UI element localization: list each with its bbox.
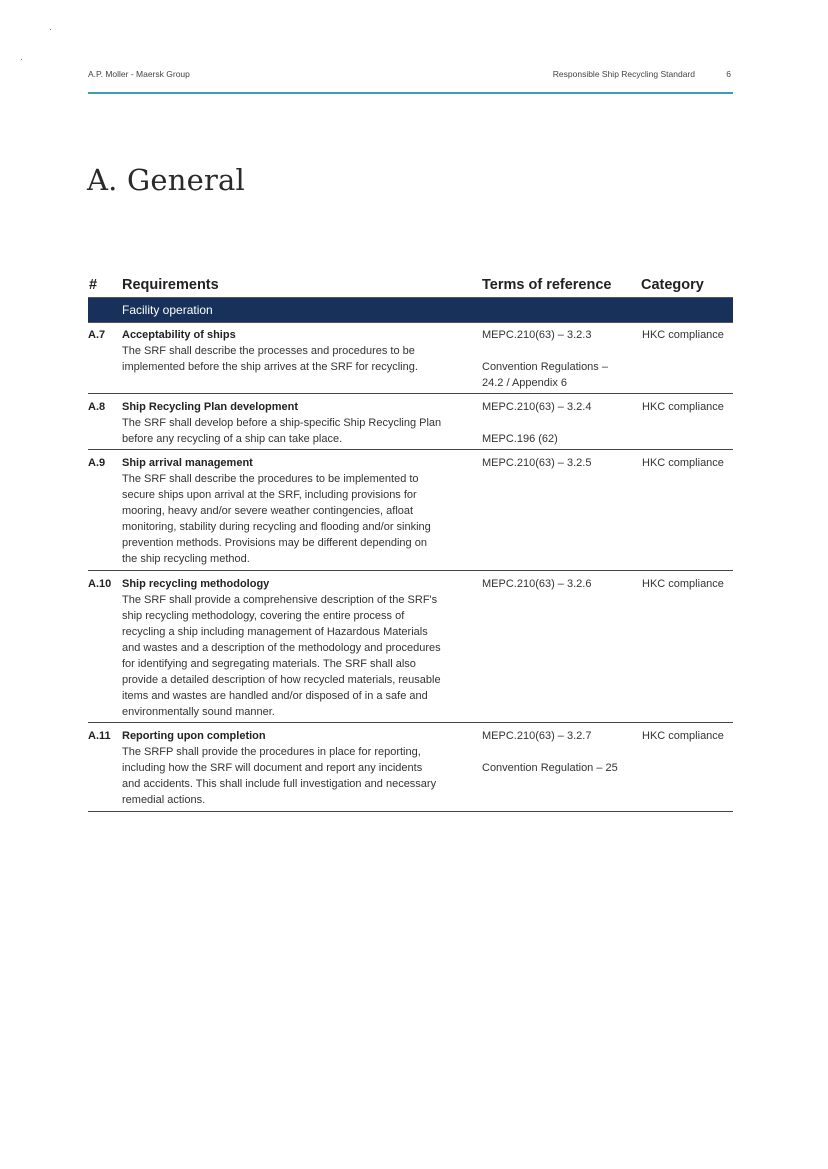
row-description: The SRF shall develop before a ship-specific Ship Recycling Plan before any recycling of a ship can take place. xyxy=(122,417,442,445)
row-title: Ship arrival management xyxy=(122,457,253,469)
column-header-terms: Terms of reference xyxy=(482,277,612,293)
header-page-number: 6 xyxy=(726,69,731,79)
column-header-category: Category xyxy=(641,277,704,293)
row-id: A.10 xyxy=(88,578,112,590)
row-id: A.9 xyxy=(88,457,106,469)
row-terms: MEPC.210(63) – 3.2.4 MEPC.196 (62) xyxy=(482,401,592,445)
row-id: A.7 xyxy=(88,329,106,341)
row-terms: MEPC.210(63) – 3.2.7 Convention Regulation – 25 xyxy=(482,730,618,774)
row-category: HKC compliance xyxy=(642,578,724,590)
row-category: HKC compliance xyxy=(642,457,724,469)
section-title: A. General xyxy=(87,163,245,197)
row-description: The SRFP shall provide the procedures in place for reporting, including how the SRF will document and report any incidents and accidents. This shall include full investigation and necessary remedial actions. xyxy=(122,746,437,806)
section-band-label: Facility operation xyxy=(122,303,213,317)
column-header-requirements: Requirements xyxy=(122,277,219,293)
row-category: HKC compliance xyxy=(642,401,724,413)
row-terms: MEPC.210(63) – 3.2.6 xyxy=(482,578,592,590)
row-divider xyxy=(88,722,733,723)
row-description: The SRF shall describe the processes and procedures to be implemented before the ship arrives at the SRF for recycling. xyxy=(122,345,418,373)
row-category: HKC compliance xyxy=(642,730,724,742)
row-terms: MEPC.210(63) – 3.2.3 Convention Regulations – 24.2 / Appendix 6 xyxy=(482,329,608,389)
row-divider xyxy=(88,449,733,450)
row-id: A.11 xyxy=(88,730,111,742)
header-document-title: Responsible Ship Recycling Standard xyxy=(552,69,695,79)
row-requirement xyxy=(122,576,467,720)
header-company: A.P. Moller - Maersk Group xyxy=(88,69,190,79)
scan-speck xyxy=(50,29,51,30)
row-terms: MEPC.210(63) – 3.2.5 xyxy=(482,457,592,469)
row-divider xyxy=(88,393,733,394)
header-rule xyxy=(88,92,733,94)
row-id: A.8 xyxy=(88,401,106,413)
row-requirement xyxy=(122,327,467,375)
scan-speck xyxy=(21,59,22,60)
row-title: Reporting upon completion xyxy=(122,730,266,742)
page-header xyxy=(88,69,733,83)
section-band xyxy=(88,297,733,323)
row-description: The SRF shall provide a comprehensive description of the SRF's ship recycling methodology, covering the entire process of recycling a ship including management of Hazardous Materials and wastes and a description of the methodology and procedures for identifying and segregating materials. The SRF shall also provide a detailed description of how recycled materials, reusable items and wastes are handled and/or disposed of in a safe and environmentally sound manner. xyxy=(122,594,441,718)
row-requirement xyxy=(122,399,467,447)
table-bottom-rule xyxy=(88,811,733,812)
row-title: Ship recycling methodology xyxy=(122,578,270,590)
row-title: Acceptability of ships xyxy=(122,329,236,341)
column-header-number: # xyxy=(89,277,98,293)
row-title: Ship Recycling Plan development xyxy=(122,401,299,413)
row-category: HKC compliance xyxy=(642,329,724,341)
row-requirement xyxy=(122,728,467,808)
row-requirement xyxy=(122,455,467,567)
row-description: The SRF shall describe the procedures to be implemented to secure ships upon arrival at the SRF, including provisions for mooring, heavy and/or severe weather contingencies, afloat monitoring, stability during recycling and flooding and/or sinking prevention methods. Provisions may be different depending on the ship recycling method. xyxy=(122,473,431,565)
row-divider xyxy=(88,570,733,571)
